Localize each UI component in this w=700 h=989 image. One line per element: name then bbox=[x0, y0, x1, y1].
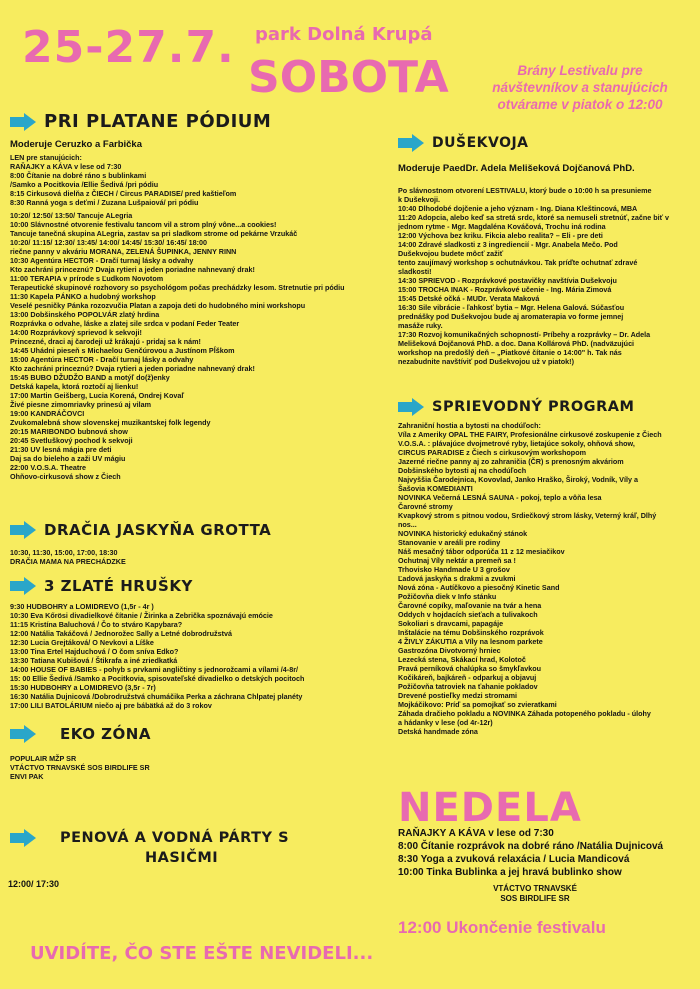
schedule-line: Dušekvojou budete môcť zažiť bbox=[398, 249, 504, 258]
program-item: Kvapkový strom s pitnou vodou, Srdiečkový strom lásky, Veterný kráľ, Dlhý bbox=[398, 511, 657, 520]
program-item: NOVINKA Večerná LESNÁ SAUNA - pokoj, teplo a vôňa lesa bbox=[398, 493, 602, 502]
program-item: Šašovia KOMEDIANTI bbox=[398, 484, 473, 493]
schedule-line: 13:30 Tatiana Kubišová / Štikrafa a iné zriedkatká bbox=[10, 656, 178, 665]
program-item: Jazerné riečne panny aj zo zahraničia (ČR) s prenosným akváriom bbox=[398, 457, 624, 466]
schedule-line: 13:00 Tina Ertel Hajduchová / O čom snívа Edko? bbox=[10, 647, 179, 656]
program-item: Stanovanie v areáli pre rodiny bbox=[398, 538, 501, 547]
schedule-line: Živé piesne zimomriavky prinesú aj vilam bbox=[10, 400, 152, 409]
schedule-line: Po slávnostnom otvorení LESTIVALU, ktorý bude o 10:00 h sa presunieme bbox=[398, 186, 652, 195]
day-title-sunday: NEDELA bbox=[398, 785, 582, 831]
schedule-line: Princezné, draci aj čarodeji už krákajú - pridaj sa k nám! bbox=[10, 337, 201, 346]
dusekvoja-schedule bbox=[398, 186, 669, 366]
platan-schedule bbox=[10, 153, 345, 481]
section-header-grotta bbox=[10, 521, 271, 539]
schedule-line: Veselé pesničky Pánka rozozvučia Platan a zapoja deti do hudobného mini workshopu bbox=[10, 301, 306, 310]
schedule-line: LEN pre stanujúcich: bbox=[10, 153, 82, 162]
grotta-schedule bbox=[10, 548, 126, 566]
program-item: Čarovné copíky, maľovanie na tvár a hena bbox=[398, 601, 542, 610]
section-title-hrusky: 3 ZLATÉ HRUŠKY bbox=[44, 577, 193, 595]
program-item: Detská handmade zóna bbox=[398, 727, 478, 736]
program-item: Lezecká stena, Skákací hrad, Kolotoč bbox=[398, 655, 526, 664]
schedule-line: 9:30 HUDBOHRY a LOMIDREVO (1,5r - 4r ) bbox=[10, 602, 154, 611]
schedule-line: RAŇAJKY A KÁVA v lese od 7:30 bbox=[398, 828, 554, 839]
schedule-line: 12:30 Lucia Grejtáková/ O Nevkovi a Líške bbox=[10, 638, 154, 647]
section-header-eko bbox=[10, 725, 151, 743]
program-item: a hádanky v lese (od 4r-12r) bbox=[398, 718, 493, 727]
schedule-line: 16:30 Sile vibrácie - ľahkosť bytia – Mgr. Helena Galová. Súčasťou bbox=[398, 303, 625, 312]
program-item: NOVINKA historický edukačný stánok bbox=[398, 529, 528, 538]
schedule-line: tento zaujímavý workshop s ochutnávkou. Tak príďte ochutnať zdravé bbox=[398, 258, 638, 267]
schedule-line: 15:00 TROCHA INAK - Rozprávkové učenie - Ing. Mária Zimová bbox=[398, 285, 612, 294]
program-item: nos... bbox=[398, 520, 417, 529]
penova-times: 12:00/ 17:30 bbox=[8, 879, 60, 889]
arrow-right-icon bbox=[10, 829, 36, 847]
schedule-line: workshop na predošlý deň – „Piatkové čítanie o 14:00" h. Tak nás bbox=[398, 348, 622, 357]
program-item: Náš mesačný tábor odporúča 11 z 12 mesiačikov bbox=[398, 547, 565, 556]
schedule-line: 17:00 LILI BATOLÁRIUM niečo aj pre bábätká až do 3 rokov bbox=[10, 701, 212, 710]
schedule-line: 8:00 Čítanie na dobré ráno s bublinkami bbox=[10, 171, 147, 180]
schedule-line: Melišeková Dojčanová PhD. a doc. Dana Kollárová PhD. (nadväzujúci bbox=[398, 339, 635, 348]
arrow-right-icon bbox=[10, 725, 36, 743]
festival-dates: 25-27.7. bbox=[22, 22, 235, 73]
schedule-line: 21:30 UV lesná mágia pre deti bbox=[10, 445, 112, 454]
arrow-right-icon bbox=[10, 113, 36, 131]
schedule-line: 22:00 V.O.S.A. Theatre bbox=[10, 463, 87, 472]
hrusky-schedule bbox=[10, 602, 304, 710]
program-item: Požičovňa diek v Info stánku bbox=[398, 592, 497, 601]
schedule-line: 10:20/ 11:15/ 12:30/ 13:45/ 14:00/ 14:45/ 15:30/ 16:45/ 18:00 bbox=[10, 238, 207, 247]
schedule-line: RAŇAJKY a KÁVA v lese od 7:30 bbox=[10, 162, 122, 171]
schedule-line: 8:30 Yoga a zvuková relaxácia / Lucia Mandicová bbox=[398, 854, 630, 865]
program-item: Sokoliari s dravcami, papagáje bbox=[398, 619, 504, 628]
partner-line: VTÁCTVO TRNAVSKÉ SOS BIRDLIFE SR bbox=[10, 763, 150, 772]
schedule-line: masáže ruky. bbox=[398, 321, 443, 330]
schedule-line: Kto zachráni princeznú? Dvaja rytieri a jeden poriadne nahnevaný drak! bbox=[10, 265, 255, 274]
eko-list bbox=[10, 754, 150, 781]
program-item: Dobšinského bytosti aj na chodúľoch bbox=[398, 466, 527, 475]
slogan: UVIDÍTE, ČO STE EŠTE NEVIDELI... bbox=[30, 943, 374, 964]
schedule-line: 14:45 Uhádni pieseň s Michaelou Genčúrovou a Justínom Pĺškom bbox=[10, 346, 235, 355]
schedule-line: 8:00 Čítanie rozprávok na dobré ráno /Natália Dujnicová bbox=[398, 841, 664, 852]
schedule-line: Zvukomalebná show slovenskej muzikantskej folk legendy bbox=[10, 418, 211, 427]
section-title-dusekvoja: DUŠEKVOJA bbox=[432, 135, 529, 151]
schedule-line: k Dušekvoji. bbox=[398, 195, 440, 204]
program-item: Trhovisko Handmade U 3 grošov bbox=[398, 565, 510, 574]
schedule-line: 15:45 Detské očká - MUDr. Verata Maková bbox=[398, 294, 540, 303]
sunday-partner-line1: VTÁCTVO TRNAVSKÉ bbox=[493, 884, 577, 893]
schedule-line: Terapeutické skupinové rozhovory so psychológom počas prechádzky lesom. Stretnutie pri pódiu bbox=[10, 283, 345, 292]
program-item: Inštalácie na tému Dobšinského rozprávok bbox=[398, 628, 544, 637]
schedule-line: jednom rytme - Mgr. Magdaléna Kováčová, Trochu iná rodina bbox=[398, 222, 606, 231]
schedule-line: 10:00 Tinka Bublinka a jej hravá bublinko show bbox=[398, 867, 622, 878]
partner-line: POPULAIR MŽP SR bbox=[10, 754, 77, 763]
schedule-line: DRAČIA MAMA NA PRECHÁDZKE bbox=[10, 557, 126, 566]
section-header-hrusky bbox=[10, 577, 193, 595]
sunday-partner bbox=[480, 884, 590, 904]
schedule-line: 20:15 MARIBONDO bubnová show bbox=[10, 427, 128, 436]
schedule-line: 11:20 Adopcia, alebo keď sa stretá srdc, ktoré sa nemuseli stretnúť, začne biť v bbox=[398, 213, 670, 222]
schedule-line: 17:30 Rozvoj komunikačných schopností- Príbehy a rozprávky – Dr. Adela bbox=[398, 330, 651, 339]
sunday-partner-line2: SOS BIRDLIFE SR bbox=[500, 894, 570, 903]
sprievodny-list bbox=[398, 421, 662, 736]
schedule-line: 11:00 TERAPIA v prírode s Ľudkom Novotom bbox=[10, 274, 164, 283]
schedule-line: Ohňovo-cirkusová show z Čiech bbox=[10, 472, 121, 481]
schedule-line: 10:30, 11:30, 15:00, 17:00, 18:30 bbox=[10, 548, 118, 557]
schedule-line: 12:00 Výchova bez kriku. Fikcia alebo realita? – Eli - pre deti bbox=[398, 231, 603, 240]
program-item: CIRCUS PARADISE z Čiech s cirkusovým workshopom bbox=[398, 448, 586, 457]
schedule-line: 14:00 Rozprávkový sprievod k sekvoji! bbox=[10, 328, 142, 337]
program-item: Víla z Ameriky OPAL THE FAIRY, Profesionálne cirkusové zoskupenie z Čiech bbox=[398, 430, 662, 439]
program-item: Drevené postieľky medzi stromami bbox=[398, 691, 518, 700]
schedule-line: nezabudnite navštíviť pod Dušekvojou už v piatok!) bbox=[398, 357, 574, 366]
schedule-line: Tancuje tanečná skupina ALegria, zastav sa pri sladkom strome od pekárne Vrzukáč bbox=[10, 229, 298, 238]
program-item: Kočikáreň, bajkáreň - odparkuj a objavuj bbox=[398, 673, 537, 682]
schedule-line: 14:30 SPRIEVOD - Rozprávkové postavičky navštívia Dušekvoju bbox=[398, 276, 617, 285]
program-item: Záhada dračieho pokladu a NOVINKA Záhada potopeného pokladu - úlohy bbox=[398, 709, 651, 718]
dusekvoja-host: Moderuje PaedDr. Adela Melišeková Dojčanová PhD. bbox=[398, 163, 635, 174]
schedule-line: sladkosti! bbox=[398, 267, 432, 276]
program-item: Ochutnaj Víly nektár a premeň sa ! bbox=[398, 556, 516, 565]
program-item: Čarovné stromy bbox=[398, 502, 453, 511]
schedule-line: Detská kapela, ktorá roztočí aj lienku! bbox=[10, 382, 139, 391]
section-title-grotta: DRAČIA JASKYŇA GROTTA bbox=[44, 521, 272, 539]
program-item: Mojkáčikovo: Príď sa pomojkať so zvieratkami bbox=[398, 700, 557, 709]
program-item: Zahraniční hostia a bytosti na chodúľoch: bbox=[398, 421, 541, 430]
program-item: Najvyššia Čarodejnica, Kovovlad, Janko Hraško, Široký, Vodník, Víly a bbox=[398, 475, 638, 484]
schedule-line: 13:00 Dobšinského POPOLVÁR zlatý hrdina bbox=[10, 310, 160, 319]
schedule-line: 15:30 HUDBOHRY a LOMIDREVO (3,5r - 7r) bbox=[10, 683, 156, 692]
schedule-line: 15:45 BUBO DŽUDŽO BAND a motýľ do(ž)enky bbox=[10, 373, 170, 382]
schedule-line: 15:00 Agentúra HECTOR - Dračí turnaj lásky a odvahy bbox=[10, 355, 194, 364]
day-title-saturday: SOBOTA bbox=[248, 52, 449, 103]
program-item: 4 ŽIVLY ZÁKUTIA a Víly na lesnom parkete bbox=[398, 637, 543, 646]
schedule-line: 8:30 Ranná yoga s deťmi / Zuzana Lušpaiová/ pri pódiu bbox=[10, 198, 199, 207]
section-header-platan bbox=[10, 111, 271, 132]
schedule-line: 16:30 Natália Dujnicová /Dobrodružstvá chumáčika Perka a záchrana Chlpatej planéty bbox=[10, 692, 303, 701]
schedule-line: riečne panny v akváriu MORANA, ZELENÁ ŠUPINKA, JENNY RINN bbox=[10, 247, 237, 256]
sunday-schedule bbox=[398, 827, 663, 879]
schedule-line: 14:00 HOUSE OF BABIES - pohyb s prvkami angličtiny s jednorožcami a vílami /4-8r/ bbox=[10, 665, 298, 674]
schedule-line: Kto zachráni princeznú? Dvaja rytieri a jeden poriadne nahnevaný drak! bbox=[10, 364, 255, 373]
arrow-right-icon bbox=[10, 521, 36, 539]
section-title-penova-line2: HASIČMI bbox=[145, 850, 219, 866]
schedule-line: 10:40 Dlhodobé dojčenie a jeho význam - Ing. Diana Kleštincová, MBA bbox=[398, 204, 638, 213]
section-header-penova bbox=[10, 829, 289, 847]
schedule-line: 11:15 Kristína Baluchová / Čo to stváro Kapybara? bbox=[10, 620, 183, 629]
schedule-line: 14:00 Zdravé sladkosti z 3 ingrediencií - Mgr. Anabela Mečo. Pod bbox=[398, 240, 618, 249]
arrow-right-icon bbox=[398, 398, 424, 416]
program-item: Pravá perníková chalúpka so šmykľavkou bbox=[398, 664, 541, 673]
section-title-sprievodny: SPRIEVODNÝ PROGRAM bbox=[432, 399, 635, 415]
schedule-line: 17:00 Martin Geišberg, Lucia Korená, Ondrej Kovaľ bbox=[10, 391, 185, 400]
section-title-penova: PENOVÁ A VODNÁ PÁRTY S bbox=[60, 830, 290, 846]
schedule-line: /Samko a Pocitkovia /Ellie Šedivá /pri pódiu bbox=[10, 180, 159, 189]
section-header-sprievodny bbox=[398, 398, 634, 416]
arrow-right-icon bbox=[10, 577, 36, 595]
section-title-eko: EKO ZÓNA bbox=[60, 725, 151, 743]
section-title-platan: PRI PLATANE PÓDIUM bbox=[44, 111, 272, 132]
schedule-line: 20:45 Svetluškový pochod k sekvoji bbox=[10, 436, 133, 445]
gates-opening-note: Brány Lestivalu pre návštevníkov a stanujúcich otvárame v piatok o 12:00 bbox=[492, 63, 668, 112]
schedule-line: Daj sa do bieleho a zaži UV mágiu bbox=[10, 454, 126, 463]
festival-end: 12:00 Ukončenie festivalu bbox=[398, 918, 606, 937]
program-item: Nová zóna - Autíčkovo a piesočný Kinetic Sand bbox=[398, 583, 560, 592]
schedule-line: 10:20/ 12:50/ 13:50/ Tancuje ALegria bbox=[10, 211, 133, 220]
platan-host: Moderuje Ceruzko a Farbička bbox=[10, 139, 142, 150]
schedule-line: 10:30 Eva Kőrösi divadielkové čítanie / Žirinka a Zebrička spoznávajú emócie bbox=[10, 611, 273, 620]
schedule-line: 19:00 KANDRÁČOVCI bbox=[10, 409, 85, 418]
section-header-dusekvoja bbox=[398, 134, 529, 152]
program-item: Gastrozóna Divotvorný hrniec bbox=[398, 646, 501, 655]
schedule-line: 12:00 Natália Takáčová / Jednorožec Sally a Letné dobrodružstvá bbox=[10, 629, 232, 638]
program-item: Ľadová jaskyňa s drakmi a zvukmi bbox=[398, 574, 516, 583]
venue-name: park Dolná Krupá bbox=[255, 24, 433, 45]
schedule-line: Rozprávka o odvahe, láske a zlatej sile srdca v podaní Feder Teater bbox=[10, 319, 240, 328]
arrow-right-icon bbox=[398, 134, 424, 152]
program-item: V.O.S.A. : plávajúce dvojmetrové ryby, lietajúce sokoly, ohňová show, bbox=[398, 439, 635, 448]
program-item: Oddych v hojdacích sieťach a tulivakoch bbox=[398, 610, 538, 619]
schedule-line: 10:00 Slávnostné otvorenie festivalu tancom vil a strom plný vône...a cookies! bbox=[10, 220, 277, 229]
schedule-line: 8:15 Cirkusová dielňa z ČIECH / Circus PARADISE/ pred kaštieľom bbox=[10, 189, 237, 198]
partner-line: ENVI PAK bbox=[10, 772, 44, 781]
schedule-line: 11:30 Kapela PÁNKO a hudobný workshop bbox=[10, 292, 156, 301]
schedule-line: prednášky pod Dušekvojou bude aj aromaterapia vo forme jemnej bbox=[398, 312, 624, 321]
program-item: Požičovňa tatroviek na ťahanie pokladov bbox=[398, 682, 538, 691]
schedule-line: 10:30 Agentúra HECTOR - Dračí turnaj lásky a odvahy bbox=[10, 256, 194, 265]
schedule-line: 15: 00 Ellie Šedivá /Samko a Pocitkovia, spisovateľské divadielko o detských pocitoch bbox=[10, 674, 305, 683]
